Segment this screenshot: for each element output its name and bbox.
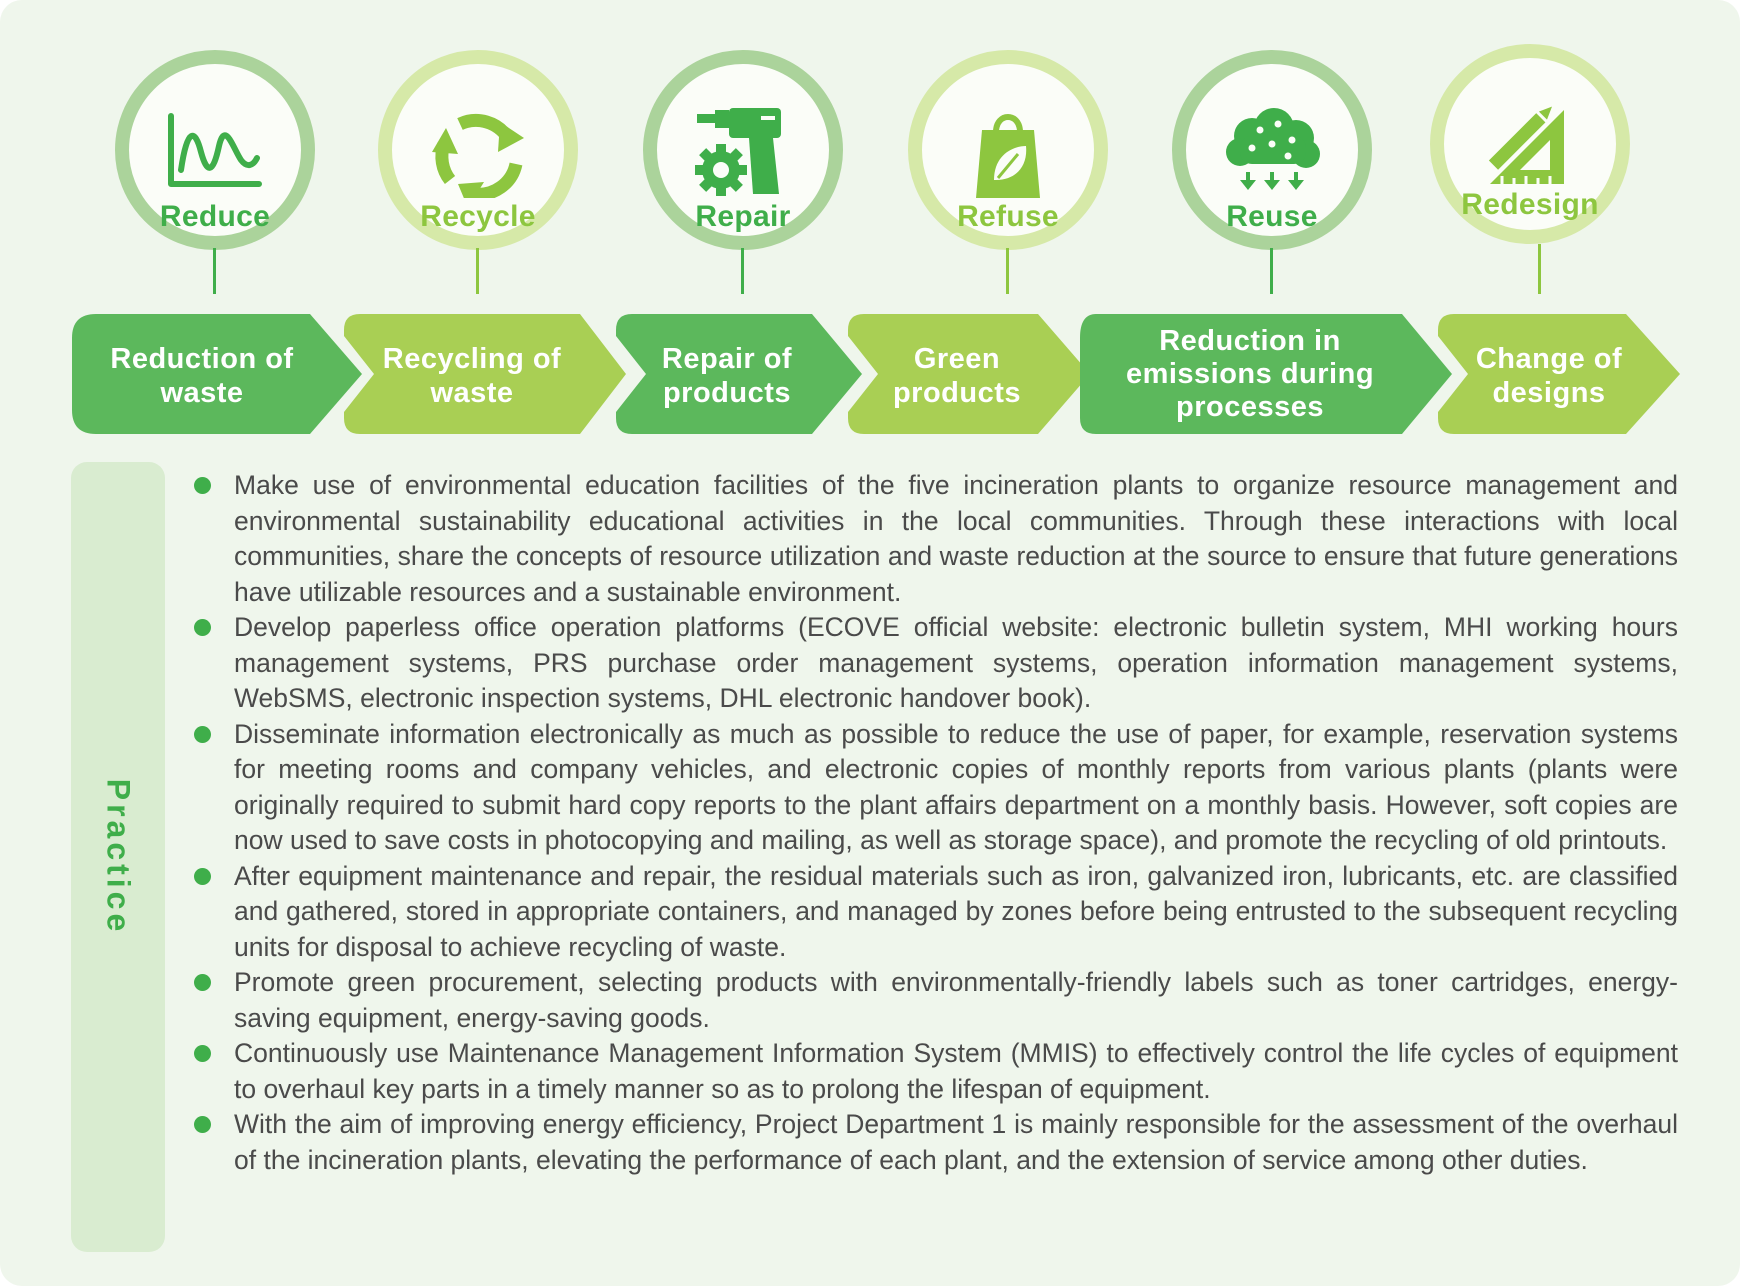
list-item: Continuously use Maintenance Management Information System (MMIS) to effectively control the life cycles of equipment to overhaul key parts in a timely manner so as to prolong the lifespan of equipment. bbox=[194, 1036, 1678, 1107]
stage-title: Reuse bbox=[1226, 200, 1318, 233]
stage-title: Refuse bbox=[957, 200, 1059, 233]
bullet-dot bbox=[194, 1116, 211, 1133]
arrow-label: Change of designs bbox=[1475, 343, 1623, 409]
arrow-label: Repair of products bbox=[661, 343, 793, 409]
stage-title: Reduce bbox=[159, 200, 271, 233]
list-item: Make use of environmental education facilities of the five incineration plants to organize resource management and environmental sustainability educational activities in the local communities. Through these interactions with local communities, share the concepts of resource utilization and waste reduction at the source to ensure that future generations have utilizable resources and a sustainable environment. bbox=[194, 468, 1678, 610]
arrow-label: Reduction of waste bbox=[110, 343, 294, 409]
stage-title: Repair bbox=[695, 200, 791, 233]
list-item: Disseminate information electronically as much as possible to reduce the use of paper, for example, reservation systems for meeting rooms and company vehicles, and electronic copies of monthly reports from various plants (plants were originally required to submit hard copy reports to the plant affairs department on a monthly basis. However, soft copies are now used to save costs in photocopying and mailing, as well as storage space), and promote the recycling of old printouts. bbox=[194, 717, 1678, 859]
bullet-dot bbox=[194, 726, 211, 743]
stage-title: Redesign bbox=[1461, 188, 1599, 221]
practice-bar bbox=[71, 462, 165, 1252]
bullet-dot bbox=[194, 477, 211, 494]
list-item: With the aim of improving energy efficiency, Project Department 1 is mainly responsible for the assessment of the overhaul of the incineration plants, elevating the performance of each plant, and the extension of service among other duties. bbox=[194, 1107, 1678, 1178]
bullet-dot bbox=[194, 868, 211, 885]
stage-title: Recycle bbox=[420, 200, 536, 233]
bullet-dot bbox=[194, 1045, 211, 1062]
arrow-label: Recycling of waste bbox=[382, 343, 562, 409]
arrow-label: Green products bbox=[892, 343, 1022, 409]
practice-label: Practice bbox=[100, 778, 137, 936]
bullet-dot bbox=[194, 619, 211, 636]
practice-list bbox=[194, 468, 1678, 1178]
list-item: After equipment maintenance and repair, the residual materials such as iron, galvanized iron, lubricants, etc. are classified and gathered, stored in appropriate containers, and managed by zones before being entrusted to the subsequent recycling units for disposal to achieve recycling of waste. bbox=[194, 859, 1678, 966]
bullet-dot bbox=[194, 974, 211, 991]
arrow-label: Reduction in emissions during processes bbox=[1125, 325, 1375, 423]
list-item: Promote green procurement, selecting products with environmentally-friendly labels such as toner cartridges, energy-saving equipment, energy-saving goods. bbox=[194, 965, 1678, 1036]
list-item: Develop paperless office operation platforms (ECOVE official website: electronic bulletin system, MHI working hours management systems, PRS purchase order management systems, operation information management systems, WebSMS, electronic inspection systems, DHL electronic handover book). bbox=[194, 610, 1678, 717]
